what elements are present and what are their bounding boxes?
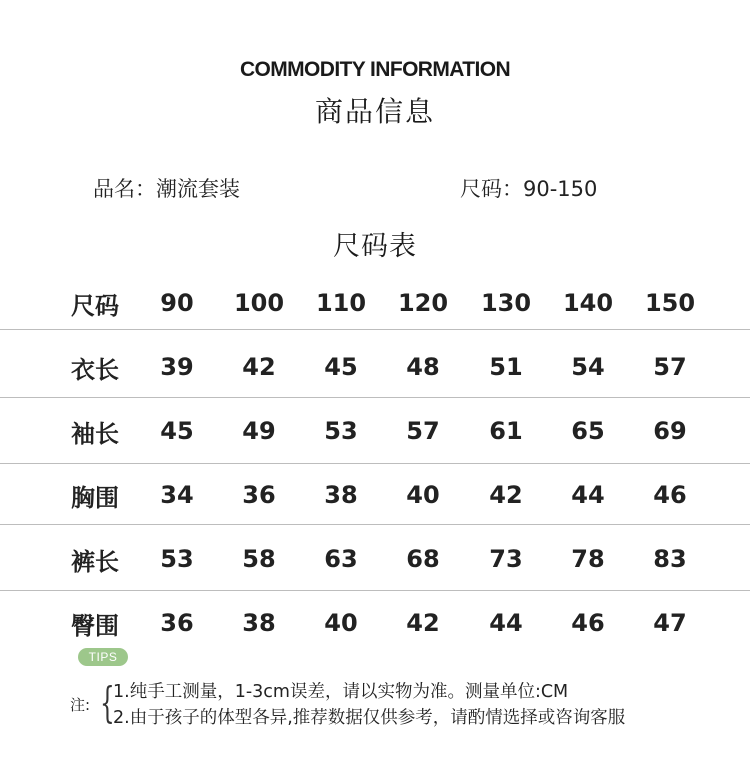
- table-cell: 42: [406, 609, 440, 637]
- header-cell: 尺码: [71, 291, 119, 320]
- table-cell: 38: [242, 609, 276, 637]
- table-cell: 34: [160, 481, 194, 509]
- table-cell: 44: [571, 481, 605, 509]
- table-cell: 36: [242, 481, 276, 509]
- header-cell: 90: [160, 289, 194, 317]
- header-cell: 120: [397, 289, 449, 317]
- table-row: [0, 352, 750, 382]
- note-label: 注:: [70, 696, 91, 714]
- title-english: COMMODITY INFORMATION: [239, 58, 511, 81]
- table-cell: 61: [489, 417, 523, 445]
- header-cell: 150: [644, 289, 696, 317]
- table-cell: 51: [489, 353, 523, 381]
- table-divider: [0, 590, 750, 591]
- table-cell: 45: [160, 417, 194, 445]
- row-label: 臀围: [71, 611, 119, 640]
- table-cell: 57: [653, 353, 687, 381]
- row-label: 衣长: [71, 355, 119, 384]
- table-cell: 48: [406, 353, 440, 381]
- title-chinese: 商品信息: [314, 95, 435, 128]
- table-cell: 69: [653, 417, 687, 445]
- table-divider: [0, 524, 750, 525]
- table-cell: 46: [653, 481, 687, 509]
- table-cell: 63: [324, 545, 358, 573]
- table-cell: 53: [324, 417, 358, 445]
- table-row: [0, 544, 750, 574]
- table-cell: 68: [406, 545, 440, 573]
- table-cell: 47: [653, 609, 687, 637]
- table-row: [0, 416, 750, 446]
- table-cell: 54: [571, 353, 605, 381]
- table-cell: 40: [324, 609, 358, 637]
- table-cell: 58: [242, 545, 276, 573]
- table-divider: [0, 329, 750, 330]
- product-size-range: 尺码：90-150: [460, 177, 598, 201]
- row-label: 裤长: [71, 547, 119, 576]
- table-divider: [0, 463, 750, 464]
- table-header-row: [0, 288, 750, 318]
- table-cell: 57: [406, 417, 440, 445]
- header-cell: 110: [315, 289, 367, 317]
- note-line: 1.纯手工测量，1-3cm误差，请以实物为准。测量单位:CM: [113, 682, 569, 702]
- table-cell: 49: [242, 417, 276, 445]
- table-cell: 40: [406, 481, 440, 509]
- header-cell: 140: [562, 289, 614, 317]
- table-divider: [0, 397, 750, 398]
- table-cell: 39: [160, 353, 194, 381]
- tips-badge: TIPS: [78, 648, 128, 666]
- note-line: 2.由于孩子的体型各异,推荐数据仅供参考，请酌情选择或咨询客服: [113, 708, 626, 728]
- table-cell: 38: [324, 481, 358, 509]
- header-cell: 100: [233, 289, 285, 317]
- table-cell: 78: [571, 545, 605, 573]
- table-cell: 83: [653, 545, 687, 573]
- table-cell: 45: [324, 353, 358, 381]
- row-label: 袖长: [71, 419, 119, 448]
- table-cell: 46: [571, 609, 605, 637]
- table-cell: 44: [489, 609, 523, 637]
- row-label: 胸围: [71, 483, 119, 512]
- header-cell: 130: [480, 289, 532, 317]
- table-cell: 36: [160, 609, 194, 637]
- brace-icon: {: [100, 678, 115, 727]
- table-cell: 53: [160, 545, 194, 573]
- table-cell: 42: [489, 481, 523, 509]
- table-cell: 73: [489, 545, 523, 573]
- size-table-title: 尺码表: [333, 231, 417, 262]
- table-cell: 65: [571, 417, 605, 445]
- table-row: [0, 608, 750, 638]
- product-name: 品名：潮流套装: [93, 177, 240, 201]
- table-row: [0, 480, 750, 510]
- table-cell: 42: [242, 353, 276, 381]
